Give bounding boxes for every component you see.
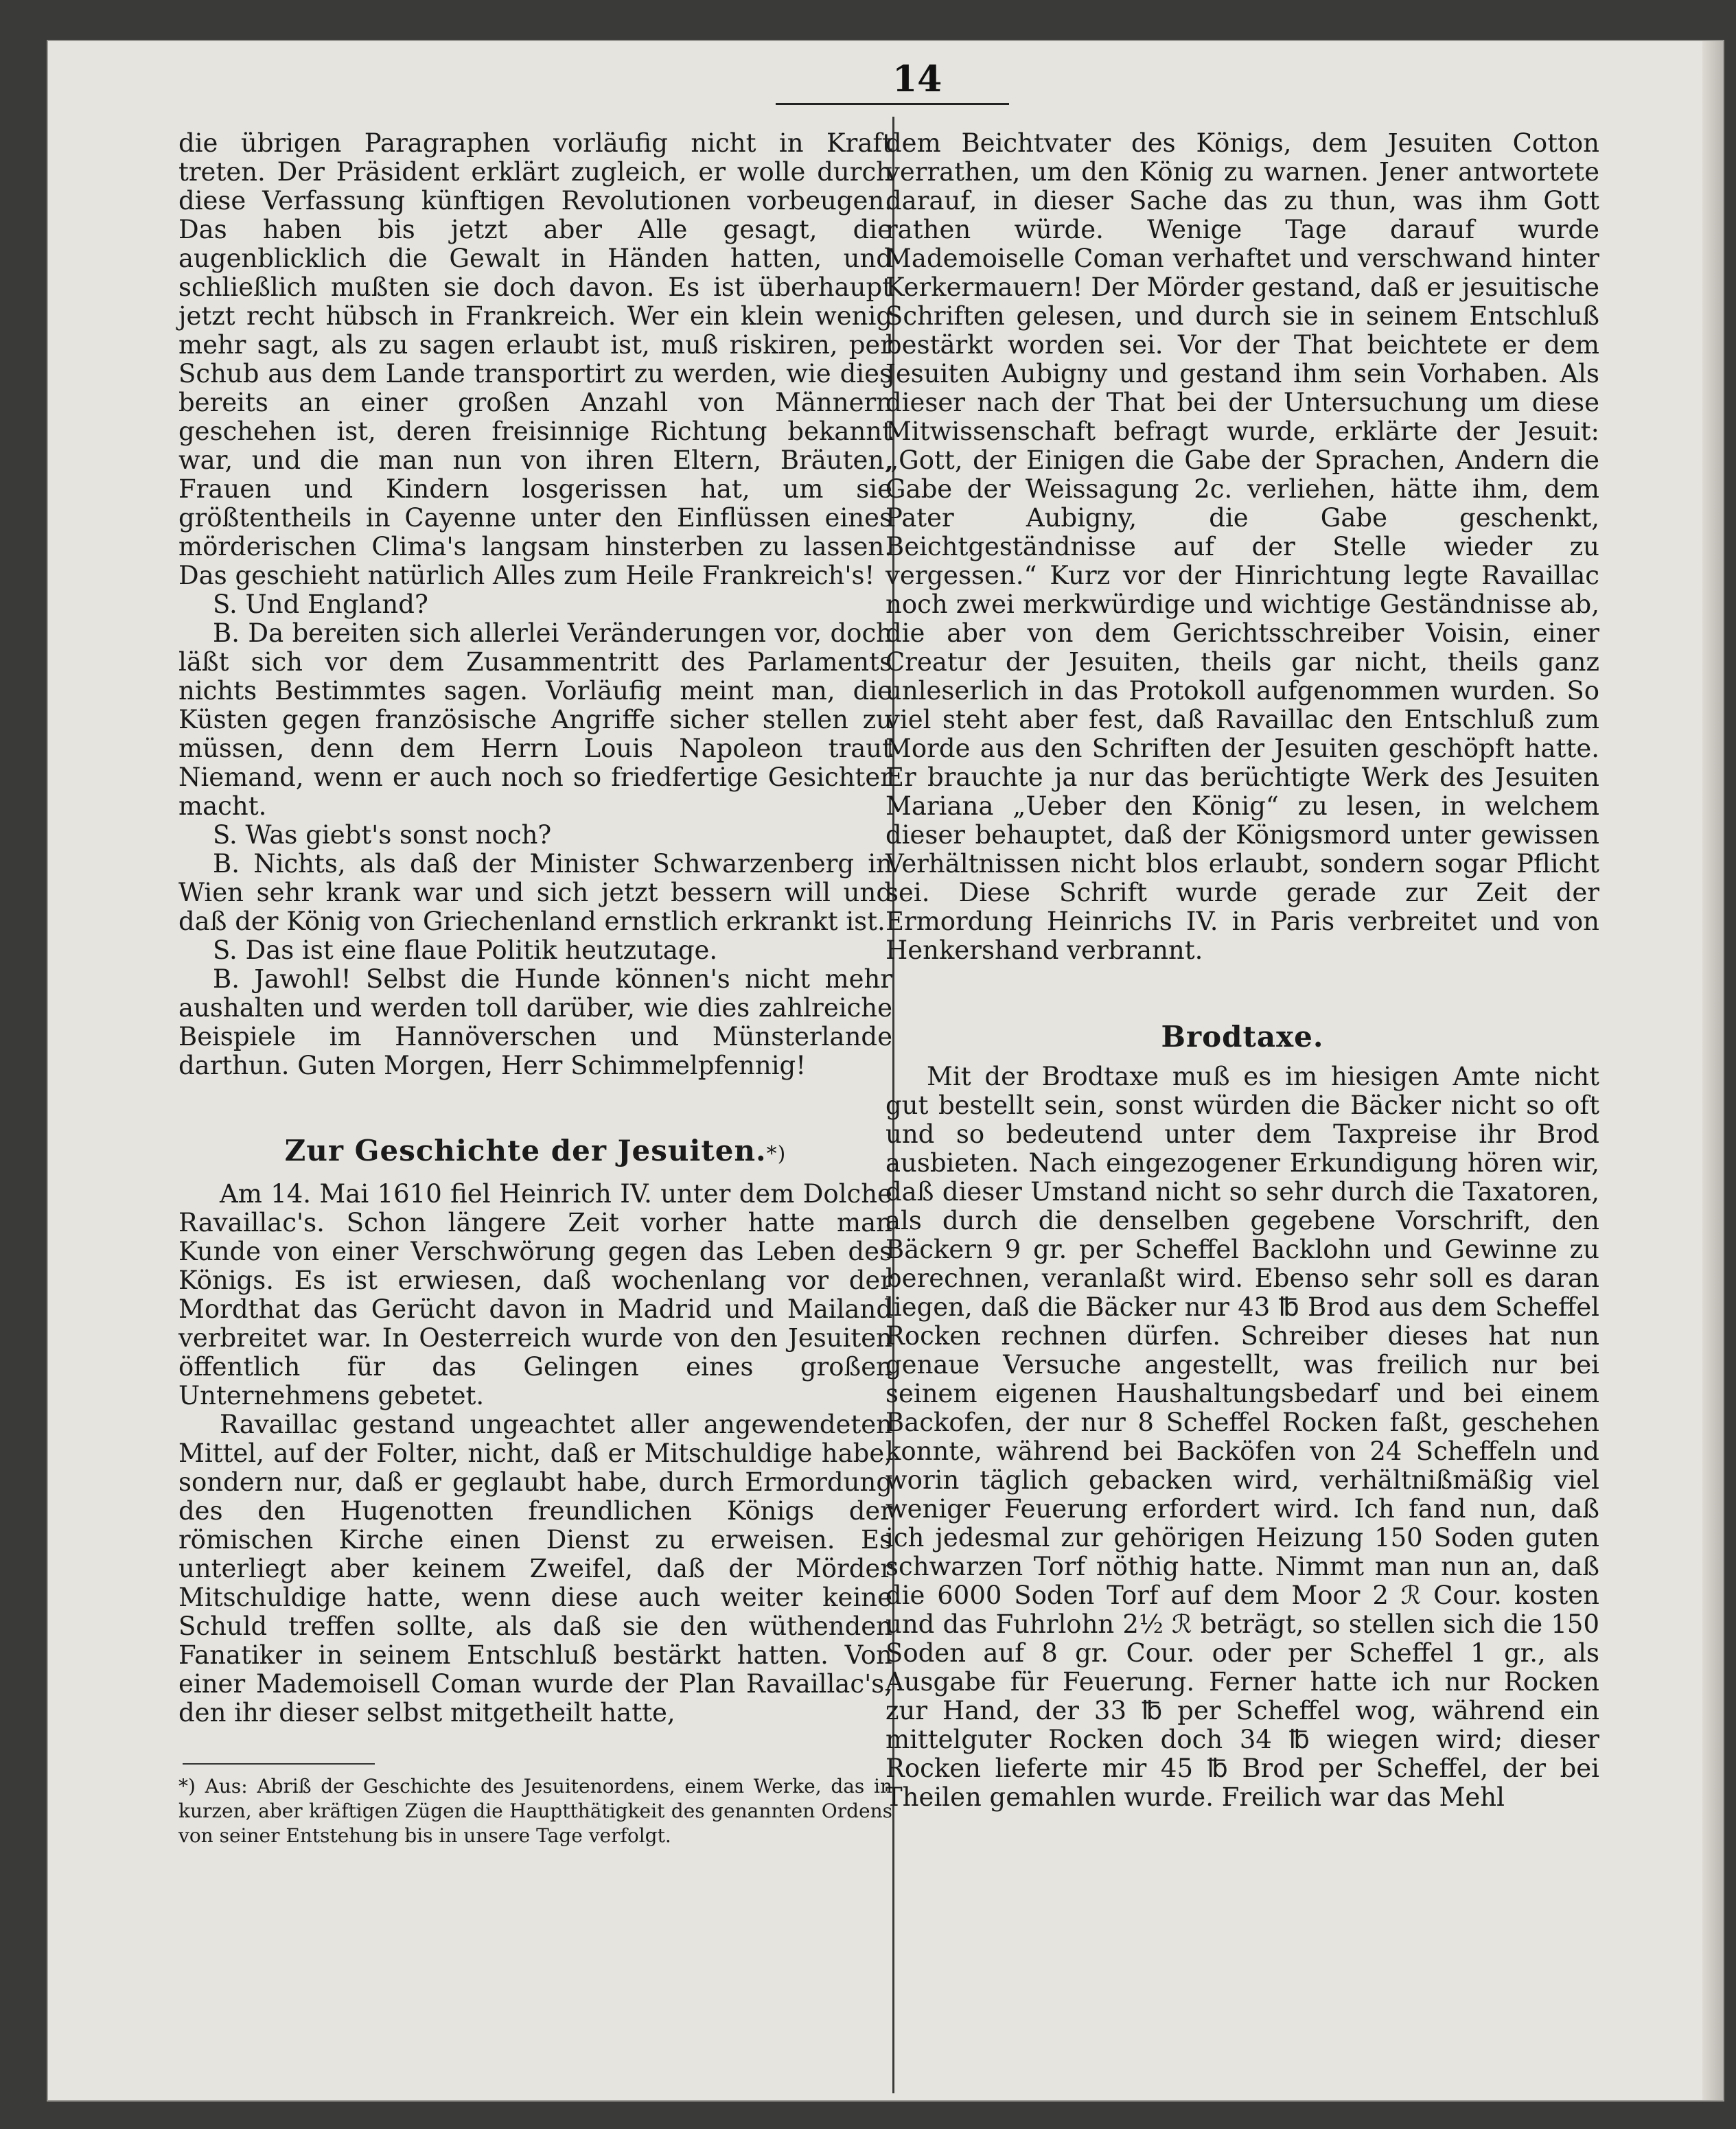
header-rule [776, 103, 1009, 105]
paragraph: Mit der Brodtaxe muß es im hiesigen Amte nicht gut bestellt sein, sonst würden die Bäcker nicht so oft und so bedeutend unter dem Taxpreise ihr Brod ausbieten. Nach eingezogener Erkundigung hören wir, daß dieser Umstand nicht so sehr durch die Taxatoren, als durch die denselben gegebene Vorschrift, den Bäckern 9 gr. per Scheffel Backlohn und Gewinne zu berechnen, veranlaßt wird. Ebenso sehr soll es daran liegen, daß die Bäcker nur 43 ℔ Brod aus dem Scheffel Rocken rechnen dürfen. Schreiber dieses hat nun genaue Versuche angestellt, was freilich nur bei seinem eigenen Haushaltungsbedarf und bei einem Backofen, der nur 8 Scheffel Rocken faßt, geschehen konnte, während bei Backöfen von 24 Scheffeln und worin täglich gebacken wird, verhältnißmäßig viel weniger Feuerung erfordert wird. Ich fand nun, daß ich jedesmal zur gehörigen Heizung 150 Soden guten schwarzen Torf nöthig hatte. Nimmt man nun an, daß die 6000 Soden Torf auf dem Moor 2 ℛ Cour. kosten und das Fuhrlohn 2½ ℛ beträgt, so stellen sich die 150 Soden auf 8 gr. Cour. oder per Scheffel 1 gr., als Ausgabe für Feuerung. Ferner hatte ich nur Rocken zur Hand, der 33 ℔ per Scheffel wog, während ein mittelguter Rocken doch 34 ℔ wiegen wird; dieser Rocken lieferte mir 45 ℔ Brod per Scheffel, der bei Theilen gemahlen wurde. Freilich war das Mehl [886, 1062, 1599, 1812]
dialogue-line: S. Das ist eine flaue Politik heutzutage. [213, 935, 718, 965]
dialogue-line: S. Und England? [213, 590, 428, 619]
newspaper-page [48, 41, 1723, 2100]
paragraph: Ravaillac gestand ungeachtet aller angewendeten Mittel, auf der Folter, nicht, daß er Mitschuldige habe, sondern nur, daß er geglaubt habe, durch Ermordung des den Hugenotten freundlichen Königs der römischen Kirche einen Dienst zu erweisen. Es unterliegt aber keinem Zweifel, daß der Mörder Mitschuldige hatte, wenn diese auch weiter keine Schuld treffen sollte, als daß sie den wüthenden Fanatiker in seinem Entschluß bestärkt hatten. Von einer Mademoisell Coman wurde der Plan Ravaillac's, den ihr dieser selbst mitgetheilt hatte, [178, 1410, 892, 1727]
paragraph: Am 14. Mai 1610 fiel Heinrich IV. unter dem Dolche Ravaillac's. Schon längere Zeit vorher hatte man Kunde von einer Verschwörung gegen das Leben des Königs. Es ist erwiesen, daß wochenlang vor der Mordthat das Gerücht davon in Madrid und Mailand verbreitet war. In Oesterreich wurde von den Jesuiten öffentlich für das Gelingen eines großen Unternehmens gebetet. [178, 1179, 892, 1410]
footnote-marker: *) [766, 1142, 787, 1166]
left-column [178, 129, 892, 1848]
footnote: *) Aus: Abriß der Geschichte des Jesuitenordens, einem Werke, das in kurzen, aber kräftigen Zügen die Hauptthätigkeit des genannten Ordens von seiner Entstehung bis in unsere Tage verfolgt. [178, 1775, 892, 1847]
dialogue-line: B. Nichts, als daß der Minister Schwarzenberg in Wien sehr krank war und sich jetzt bessern will und daß der König von Griechenland ernstlich erkrankt ist. [178, 849, 892, 936]
page-edge [1702, 41, 1723, 2100]
dialogue-line: B. Jawohl! Selbst die Hunde können's nicht mehr aushalten und werden toll darüber, wie dies zahlreiche Beispiele im Hannöverschen und Münsterlande darthun. Guten Morgen, Herr Schimmelpfennig! [178, 964, 892, 1080]
page-number: 14 [892, 58, 942, 100]
paragraph: dem Beichtvater des Königs, dem Jesuiten Cotton verrathen, um den König zu warnen. Jener antwortete darauf, in dieser Sache das zu thun, was ihm Gott rathen würde. Wenige Tage darauf wurde Mademoiselle Coman verhaftet und verschwand hinter Kerkermauern! Der Mörder gestand, daß er jesuitische Schriften gelesen, und durch sie in seinem Entschluß bestärkt worden sei. Vor der That beichtete er dem Jesuiten Aubigny und gestand ihm sein Vorhaben. Als dieser nach der That bei der Untersuchung um diese Mitwissenschaft befragt wurde, erklärte der Jesuit: „Gott, der Einigen die Gabe der Sprachen, Andern die Gabe der Weissagung 2c. verliehen, hätte ihm, dem Pater Aubigny, die Gabe geschenkt, Beichtgeständnisse auf der Stelle wieder zu vergessen.“ Kurz vor der Hinrichtung legte Ravaillac noch zwei merkwürdige und wichtige Geständnisse ab, die aber von dem Gerichtsschreiber Voisin, einer Creatur der Jesuiten, theils gar nicht, theils ganz unleserlich in das Protokoll aufgenommen wurden. So viel steht aber fest, daß Ravaillac den Entschluß zum Morde aus den Schriften der Jesuiten geschöpft hatte. Er brauchte ja nur das berüchtigte Werk des Jesuiten Mariana „Ueber den König“ zu lesen, in welchem dieser behauptet, daß der Königsmord unter gewissen Verhältnissen nicht blos erlaubt, sondern sogar Pflicht sei. Diese Schrift wurde gerade zur Zeit der Ermordung Heinrichs IV. in Paris verbreitet und von Henkershand verbrannt. [886, 128, 1599, 965]
paragraph: die übrigen Paragraphen vorläufig nicht in Kraft treten. Der Präsident erklärt zugleich, er wolle durch diese Verfassung künftigen Revolutionen vorbeugen. Das haben bis jetzt aber Alle gesagt, die augenblicklich die Gewalt in Händen hatten, und schließlich mußten sie doch davon. Es ist überhaupt jetzt recht hübsch in Frankreich. Wer ein klein wenig mehr sagt, als zu sagen erlaubt ist, muß riskiren, per Schub aus dem Lande transportirt zu werden, wie dies bereits an einer großen Anzahl von Männern geschehen ist, deren freisinnige Richtung bekannt war, und die man nun von ihren Eltern, Bräuten, Frauen und Kindern losgerissen hat, um sie größtentheils in Cayenne unter den Einflüssen eines mörderischen Clima's langsam hinsterben zu lassen. Das geschieht natürlich Alles zum Heile Frankreich's! [178, 128, 892, 590]
section-heading-jesuiten [178, 1134, 892, 1169]
section-heading-brodtaxe: Brodtaxe. [1161, 1020, 1324, 1054]
right-column [886, 129, 1599, 1812]
dialogue-line: S. Was giebt's sonst noch? [213, 820, 552, 850]
heading-text: Zur Geschichte der Jesuiten. [284, 1134, 767, 1167]
dialogue-line: B. Da bereiten sich allerlei Veränderungen vor, doch läßt sich vor dem Zusammentritt des Parlaments nichts Bestimmtes sagen. Vorläufig meint man, die Küsten gegen französische Angriffe sicher stellen zu müssen, denn dem Herrn Louis Napoleon traut Niemand, wenn er auch noch so friedfertige Gesichter macht. [178, 618, 892, 821]
footnote-rule [183, 1763, 375, 1765]
